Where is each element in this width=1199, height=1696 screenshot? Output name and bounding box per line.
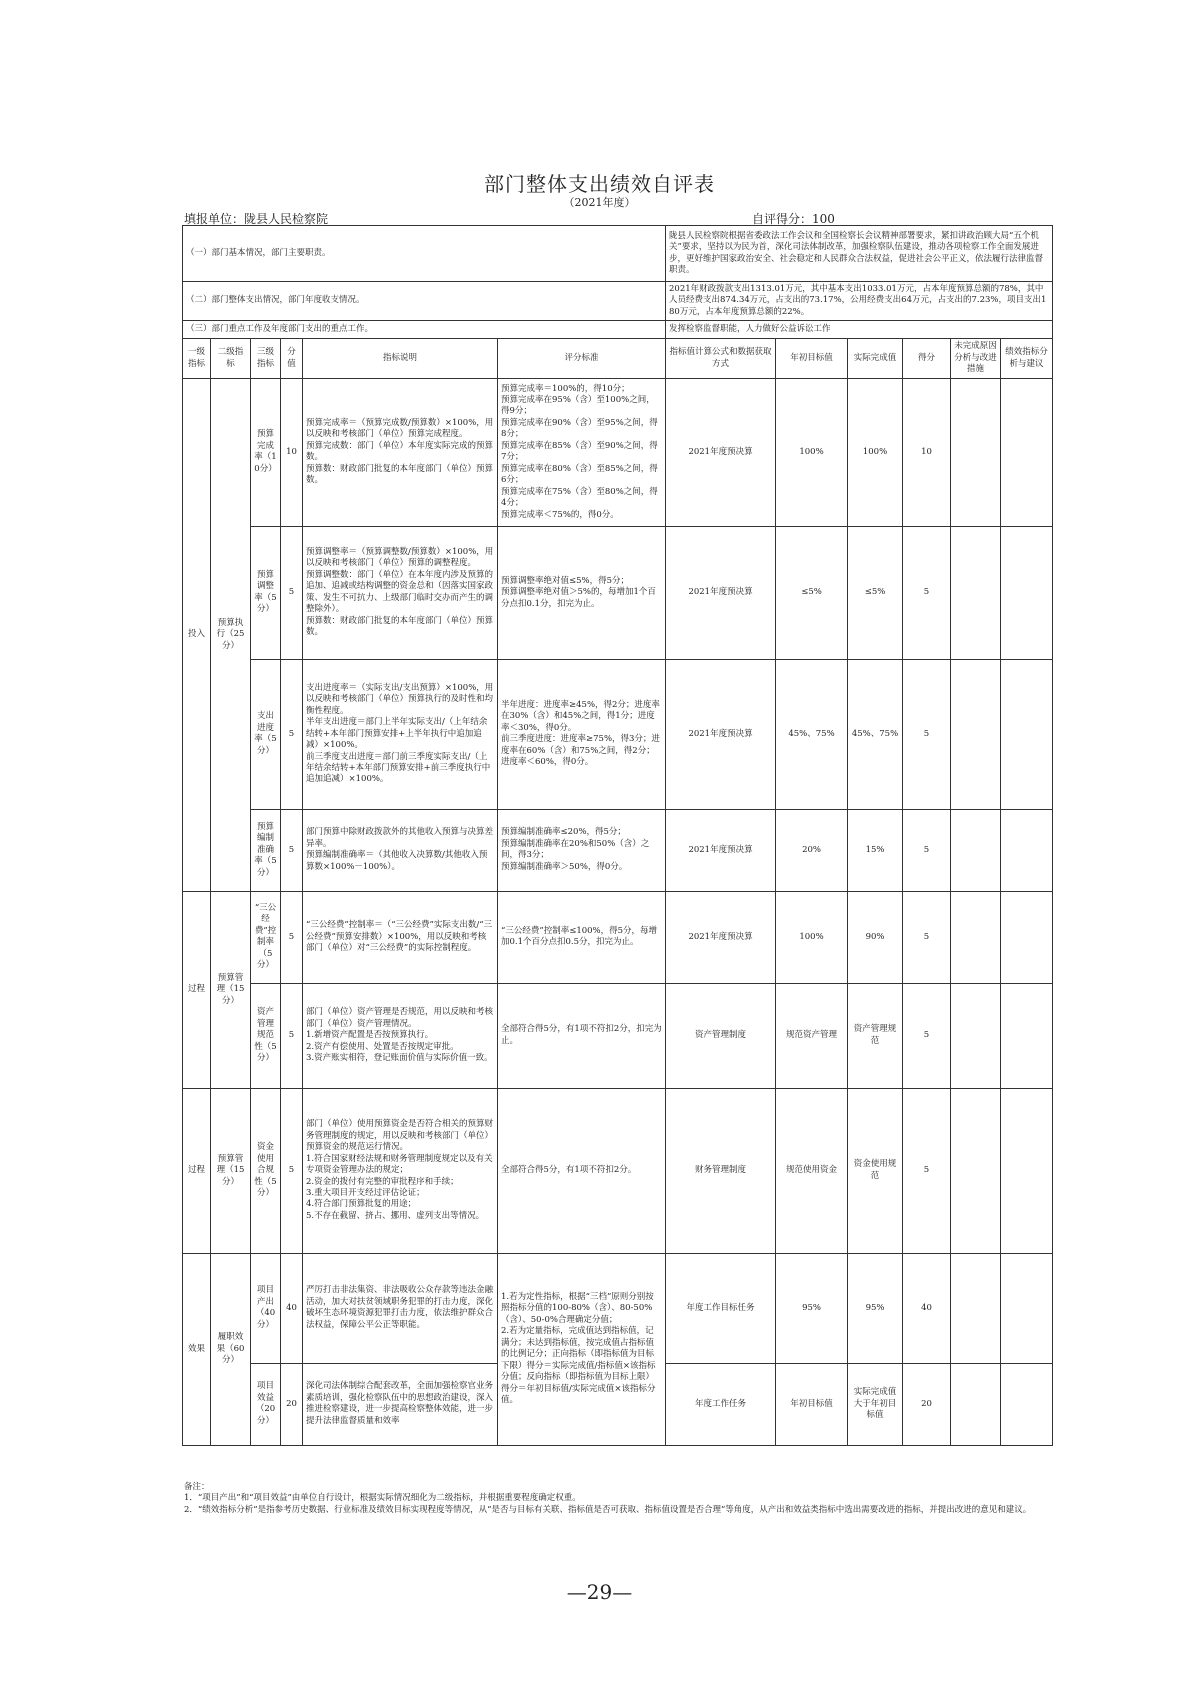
scoring-standard: 全部符合得5分，有1项不符扣2分，扣完为止。: [498, 983, 666, 1088]
info-label: （三）部门重点工作及年度部门支出的重点工作。: [183, 321, 666, 339]
actual-value: 45%、75%: [848, 659, 903, 809]
level1-indicator: 效果: [183, 1253, 211, 1445]
score-cell: 10: [903, 378, 951, 526]
calculation-method: 2021年度预决算: [666, 891, 776, 983]
info-value: 2021年财政拨款支出1313.01万元，其中基本支出1033.01万元，占本年度预算总额的78%，其中人员经费支出874.34万元，占支出的73.17%，公用经费支出64万元，占支出的7.23%，项目支出180万元，占本年度预算总额的22%。: [666, 282, 1053, 321]
actual-value: 资金使用规范: [848, 1088, 903, 1253]
scoring-standard: 预算调整率绝对值≤5%，得5分； 预算调整率绝对值＞5%的，每增加1个百分点扣0.1分，扣完为止。: [498, 526, 666, 659]
actual-value: 15%: [848, 809, 903, 891]
table-row: [183, 1088, 1053, 1253]
calculation-method: 资产管理制度: [666, 983, 776, 1088]
reason-cell: [951, 891, 1001, 983]
column-header: 年初目标值: [776, 339, 848, 378]
suggestion-cell: [1001, 809, 1053, 891]
level3-indicator: 项目产出（40分）: [251, 1253, 281, 1363]
target-value: 规范资产管理: [776, 983, 848, 1088]
target-value: 20%: [776, 809, 848, 891]
target-value: 45%、75%: [776, 659, 848, 809]
target-value: 年初目标值: [776, 1363, 848, 1445]
actual-value: 100%: [848, 378, 903, 526]
level3-indicator: 资金使用合规性（5分）: [251, 1088, 281, 1253]
column-header: 分值: [281, 339, 303, 378]
level3-indicator: “三公经费”控制率（5分）: [251, 891, 281, 983]
page-number: —29—: [566, 1580, 633, 1604]
scoring-standard: 1.若为定性指标，根据“三档”原则分别按照指标分值的100-80%（含）、80-50%（含）、50-0%合理确定分值； 2.若为定量指标，完成值达到指标值，记满分；未达到指标值，按完成值占指标值的比例记分；正向指标（即指标值为目标下限）得分＝实际完成值/指标值×该指标分值；反向指标（即指标值为目标上限）得分＝年初目标值/实际完成值×该指标分值。: [498, 1253, 666, 1445]
table-row: [183, 809, 1053, 891]
column-header: 实际完成值: [848, 339, 903, 378]
suggestion-cell: [1001, 526, 1053, 659]
info-value: 发挥检察监督职能，人力做好公益诉讼工作: [666, 321, 1053, 339]
table-row: [183, 1253, 1053, 1363]
level2-indicator: 预算管理（15分）: [211, 1088, 251, 1253]
level3-indicator: 资产管理规范性（5分）: [251, 983, 281, 1088]
suggestion-cell: [1001, 1363, 1053, 1445]
scoring-standard: “三公经费”控制率≤100%，得5分，每增加0.1个百分点扣0.5分，扣完为止。: [498, 891, 666, 983]
weight-cell: 5: [281, 809, 303, 891]
column-header: 未完成原因分析与改进措施: [951, 339, 1001, 378]
scoring-standard: 半年进度：进度率≥45%，得2分；进度率在30%（含）和45%之间，得1分；进度率＜30%，得0分。 前三季度进度：进度率≥75%，得3分；进度率在60%（含）和75%之间，得2分；进度率＜60%，得0分。: [498, 659, 666, 809]
calculation-method: 年度工作任务: [666, 1363, 776, 1445]
target-value: ≤5%: [776, 526, 848, 659]
weight-cell: 10: [281, 378, 303, 526]
score-cell: 20: [903, 1363, 951, 1445]
score-cell: 5: [903, 891, 951, 983]
info-row: [183, 282, 1053, 321]
evaluation-table: [182, 225, 1053, 1446]
suggestion-cell: [1001, 1088, 1053, 1253]
weight-cell: 40: [281, 1253, 303, 1363]
indicator-description: “三公经费”控制率＝（“三公经费”实际支出数/“三公经费”预算安排数）×100%，用以反映和考核部门（单位）对“三公经费”的实际控制程度。: [303, 891, 498, 983]
reason-cell: [951, 1253, 1001, 1363]
level2-indicator: 履职效果（60分）: [211, 1253, 251, 1445]
level2-indicator: 预算执行（25分）: [211, 378, 251, 891]
column-header: 一级指标: [183, 339, 211, 378]
column-header: 绩效指标分析与建议: [1001, 339, 1053, 378]
target-value: 规范使用资金: [776, 1088, 848, 1253]
level1-indicator: 过程: [183, 1088, 211, 1253]
page-subtitle: （2021年度）: [563, 196, 636, 209]
score-cell: 5: [903, 809, 951, 891]
info-row: [183, 321, 1053, 339]
suggestion-cell: [1001, 659, 1053, 809]
table-row: [183, 983, 1053, 1088]
column-header: 指标说明: [303, 339, 498, 378]
target-value: 95%: [776, 1253, 848, 1363]
level3-indicator: 支出进度率（5分）: [251, 659, 281, 809]
level3-indicator: 项目效益（20分）: [251, 1363, 281, 1445]
weight-cell: 20: [281, 1363, 303, 1445]
calculation-method: 年度工作目标任务: [666, 1253, 776, 1363]
score-cell: 5: [903, 1088, 951, 1253]
reporting-unit: 填报单位：陇县人民检察院: [184, 212, 329, 226]
table-row: [183, 378, 1053, 526]
indicator-description: 严厉打击非法集资、非法吸收公众存款等违法金融活动，加大对扶贫领域职务犯罪的打击力度，深化破坏生态环境资源犯罪打击力度，依法维护群众合法权益，保障公平公正等职能。: [303, 1253, 498, 1363]
indicator-description: 深化司法体制综合配套改革，全面加强检察官业务素质培训，强化检察队伍中的思想政治建设，深入推进检察建设，进一步提高检察整体效能，进一步提升法律监督质量和效率: [303, 1363, 498, 1445]
level1-indicator: 投入: [183, 378, 211, 891]
scoring-standard: 预算完成率＝100%的，得10分； 预算完成率在95%（含）至100%之间，得9分； 预算完成率在90%（含）至95%之间，得8分； 预算完成率在85%（含）至90%之间，得7分； 预算完成率在80%（含）至85%之间，得6分； 预算完成率在75%（含）至80%之间，得4分； 预算完成率＜75%的，得0分。: [498, 378, 666, 526]
score-cell: 40: [903, 1253, 951, 1363]
column-header: 三级指标: [251, 339, 281, 378]
indicator-description: 部门（单位）资产管理是否规范，用以反映和考核部门（单位）资产管理情况。 1.新增资产配置是否按预算执行。 2.资产有偿使用、处置是否按规定审批。 3.资产账实相符，登记账面价值与实际价值一致。: [303, 983, 498, 1088]
calculation-method: 2021年度预决算: [666, 526, 776, 659]
target-value: 100%: [776, 378, 848, 526]
reason-cell: [951, 1088, 1001, 1253]
reason-cell: [951, 659, 1001, 809]
table-row: [183, 659, 1053, 809]
column-header: 指标值计算公式和数据获取方式: [666, 339, 776, 378]
calculation-method: 2021年度预决算: [666, 659, 776, 809]
reason-cell: [951, 1363, 1001, 1445]
score-cell: 5: [903, 983, 951, 1088]
scoring-standard: 全部符合得5分，有1项不符扣2分。: [498, 1088, 666, 1253]
level2-indicator: 预算管理（15分）: [211, 891, 251, 1088]
suggestion-cell: [1001, 891, 1053, 983]
calculation-method: 财务管理制度: [666, 1088, 776, 1253]
reason-cell: [951, 378, 1001, 526]
table-header-row: [183, 339, 1053, 378]
suggestion-cell: [1001, 378, 1053, 526]
calculation-method: 2021年度预决算: [666, 809, 776, 891]
note-line: 1．“项目产出”和“项目效益”由单位自行设计，根据实际情况细化为二级指标，并根据重要程度确定权重。: [184, 1493, 581, 1504]
level3-indicator: 预算编制准确率（5分）: [251, 809, 281, 891]
info-label: （一）部门基本情况，部门主要职责。: [183, 226, 666, 282]
actual-value: 实际完成值大于年初目标值: [848, 1363, 903, 1445]
suggestion-cell: [1001, 983, 1053, 1088]
page-title: 部门整体支出绩效自评表: [484, 172, 715, 196]
reason-cell: [951, 809, 1001, 891]
indicator-description: 部门预算中除财政拨款外的其他收入预算与决算差异率。 预算编制准确率＝（其他收入决算数/其他收入预算数×100%－100%）。: [303, 809, 498, 891]
weight-cell: 5: [281, 659, 303, 809]
column-header: 二级指标: [211, 339, 251, 378]
weight-cell: 5: [281, 891, 303, 983]
info-value: 陇县人民检察院根据省委政法工作会议和全国检察长会议精神部署要求，紧扣讲政治顾大局“五个机关”要求，坚持以为民为首，深化司法体制改革，加强检察队伍建设，推动各项检察工作全面发展进步，更好维护国家政治安全、社会稳定和人民群众合法权益，促进社会公平正义，依法履行法律监督职责。: [666, 226, 1053, 282]
notes: [184, 1482, 1044, 1516]
self-score: 自评得分：100: [752, 212, 835, 226]
level1-indicator: 过程: [183, 891, 211, 1088]
reason-cell: [951, 526, 1001, 659]
weight-cell: 5: [281, 983, 303, 1088]
info-row: [183, 226, 1053, 282]
level3-indicator: 预算调整率（5分）: [251, 526, 281, 659]
table-row: [183, 526, 1053, 659]
actual-value: 90%: [848, 891, 903, 983]
column-header: 评分标准: [498, 339, 666, 378]
weight-cell: 5: [281, 1088, 303, 1253]
score-cell: 5: [903, 526, 951, 659]
actual-value: ≤5%: [848, 526, 903, 659]
note-line: 2．“绩效指标分析”是指参考历史数据、行业标准及绩效目标实现程度等情况，从“是否与目标有关联、指标值是否可获取、指标值设置是否合理”等角度，从产出和效益类指标中选出需要改进的指标，并提出改进的意见和建议。: [184, 1504, 1032, 1515]
indicator-description: 部门（单位）使用预算资金是否符合相关的预算财务管理制度的规定，用以反映和考核部门（单位）预算资金的规范运行情况。 1.符合国家财经法规和财务管理制度规定以及有关专项资金管理办法的规定； 2.资金的拨付有完整的审批程序和手续； 3.重大项目开支经过评估论证； 4.符合部门预算批复的用途； 5.不存在截留、挤占、挪用、虚列支出等情况。: [303, 1088, 498, 1253]
calculation-method: 2021年度预决算: [666, 378, 776, 526]
suggestion-cell: [1001, 1253, 1053, 1363]
actual-value: 95%: [848, 1253, 903, 1363]
note-line: 备注：: [184, 1482, 210, 1492]
scoring-standard: 预算编制准确率≤20%，得5分； 预算编制准确率在20%和50%（含）之间，得3分； 预算编制准确率＞50%，得0分。: [498, 809, 666, 891]
info-label: （二）部门整体支出情况，部门年度收支情况。: [183, 282, 666, 321]
level3-indicator: 预算完成率（10分）: [251, 378, 281, 526]
table-row: [183, 891, 1053, 983]
reason-cell: [951, 983, 1001, 1088]
weight-cell: 5: [281, 526, 303, 659]
score-cell: 5: [903, 659, 951, 809]
indicator-description: 预算调整率＝（预算调整数/预算数）×100%，用以反映和考核部门（单位）预算的调整程度。 预算调整数：部门（单位）在本年度内涉及预算的追加、追减或结构调整的资金总和（因落实国家政策、发生不可抗力、上级部门临时交办而产生的调整除外）。 预算数：财政部门批复的本年度部门（单位）预算数。: [303, 526, 498, 659]
indicator-description: 支出进度率＝（实际支出/支出预算）×100%，用以反映和考核部门（单位）预算执行的及时性和均衡性程度。 半年支出进度＝部门上半年实际支出/（上年结余结转+本年部门预算安排+上半年执行中追加追减）×100%。 前三季度支出进度＝部门前三季度实际支出/（上年结余结转+本年部门预算安排+前三季度执行中追加追减）×100%。: [303, 659, 498, 809]
indicator-description: 预算完成率＝（预算完成数/预算数）×100%，用以反映和考核部门（单位）预算完成程度。 预算完成数：部门（单位）本年度实际完成的预算数。 预算数：财政部门批复的本年度部门（单位）预算数。: [303, 378, 498, 526]
column-header: 得分: [903, 339, 951, 378]
target-value: 100%: [776, 891, 848, 983]
actual-value: 资产管理规范: [848, 983, 903, 1088]
